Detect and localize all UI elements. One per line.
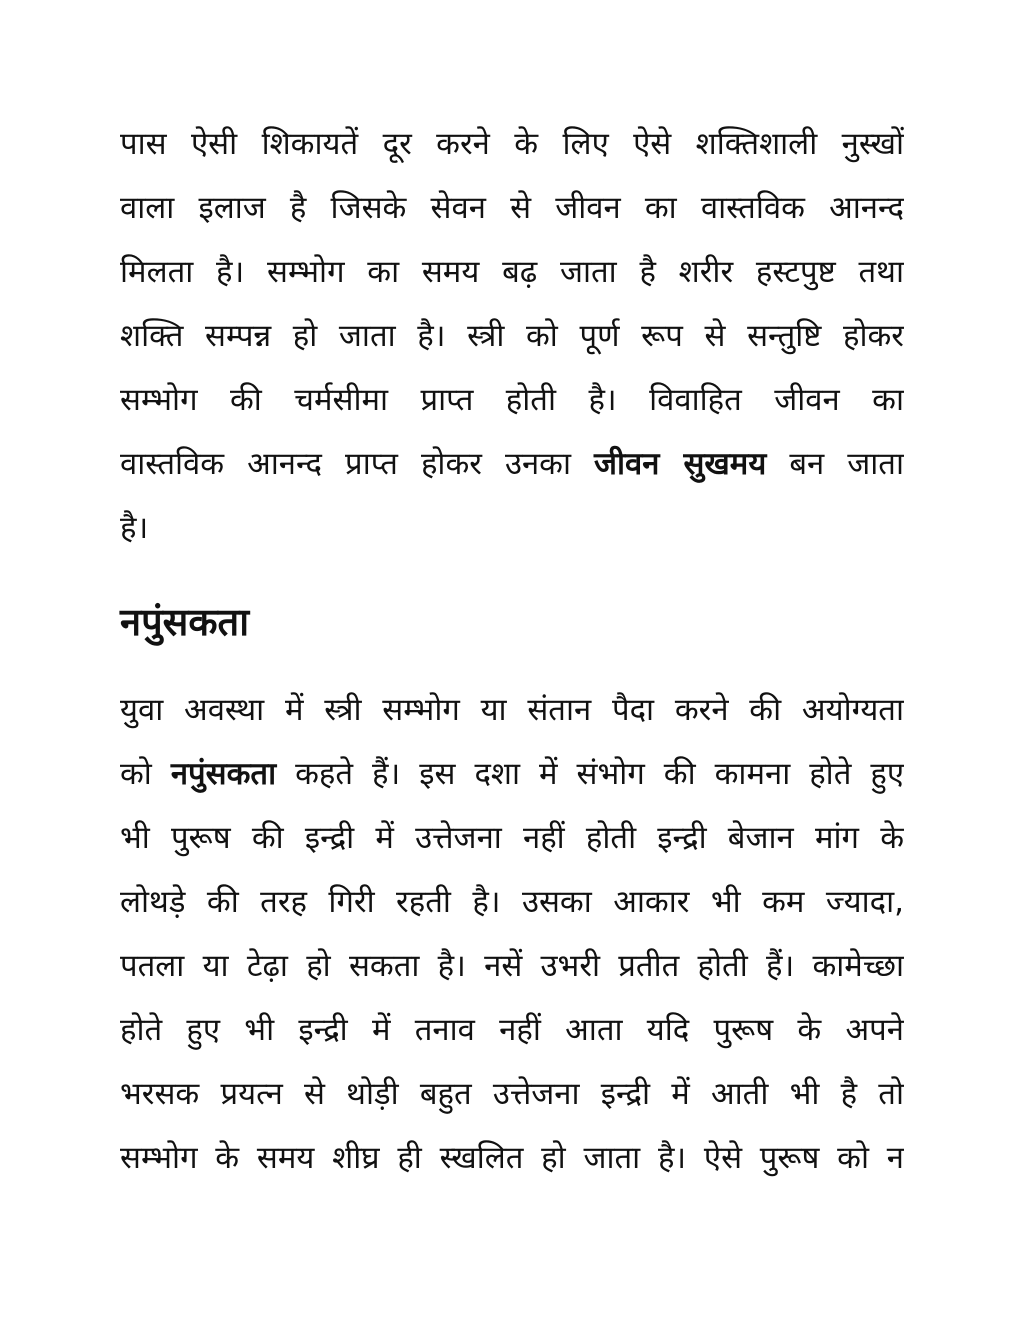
text-line: होते हुए भी इन्द्री में तनाव नहीं आता यदि पुरूष के अपने — [120, 1012, 904, 1048]
text-run: को — [120, 756, 171, 792]
section-heading: नपुंसकता — [120, 600, 250, 644]
text-line: लोथड़े की तरह गिरी रहती है। उसका आकार भी कम ज्यादा, — [120, 884, 904, 920]
text-line: सम्भोग की चर्मसीमा प्राप्त होती है। विवाहित जीवन का — [120, 382, 904, 418]
text-run: कहते हैं। इस दशा में संभोग की कामना होते हुए — [276, 756, 904, 792]
text-run: वास्तविक आनन्द प्राप्त होकर उनका — [120, 446, 595, 482]
text-line: शक्ति सम्पन्न हो जाता है। स्त्री को पूर्ण रूप से सन्तुष्टि होकर — [120, 318, 904, 354]
text-line: सम्भोग के समय शीघ्र ही स्खलित हो जाता है। ऐसे पुरूष को न — [120, 1140, 904, 1176]
text-line: मिलता है। सम्भोग का समय बढ़ जाता है शरीर हस्टपुष्ट तथा — [120, 254, 904, 290]
text-line — [120, 742, 904, 806]
document-page — [120, 112, 904, 1190]
bold-phrase: जीवन सुखमय — [594, 446, 767, 482]
text-run: बन जाता — [766, 446, 904, 482]
text-line: भरसक प्रयत्न से थोड़ी बहुत उत्तेजना इन्द्री में आती भी है तो — [120, 1076, 904, 1112]
text-line: है। — [120, 510, 149, 546]
paragraph-definition — [120, 678, 904, 1190]
text-line: पास ऐसी शिकायतें दूर करने के लिए ऐसे शक्तिशाली नुस्खों — [120, 126, 904, 162]
text-line: युवा अवस्था में स्त्री सम्भोग या संतान पैदा करने की अयोग्यता — [120, 692, 904, 728]
text-line: वाला इलाज है जिसके सेवन से जीवन का वास्तविक आनन्द — [120, 190, 904, 226]
text-line: पतला या टेढ़ा हो सकता है। नसें उभरी प्रतीत होती हैं। कामेच्छा — [120, 948, 904, 984]
text-line: भी पुरूष की इन्द्री में उत्तेजना नहीं होती इन्द्री बेजान मांग के — [120, 820, 904, 856]
paragraph-intro — [120, 112, 904, 560]
bold-term: नपुंसकता — [170, 756, 277, 792]
text-line — [120, 432, 904, 496]
